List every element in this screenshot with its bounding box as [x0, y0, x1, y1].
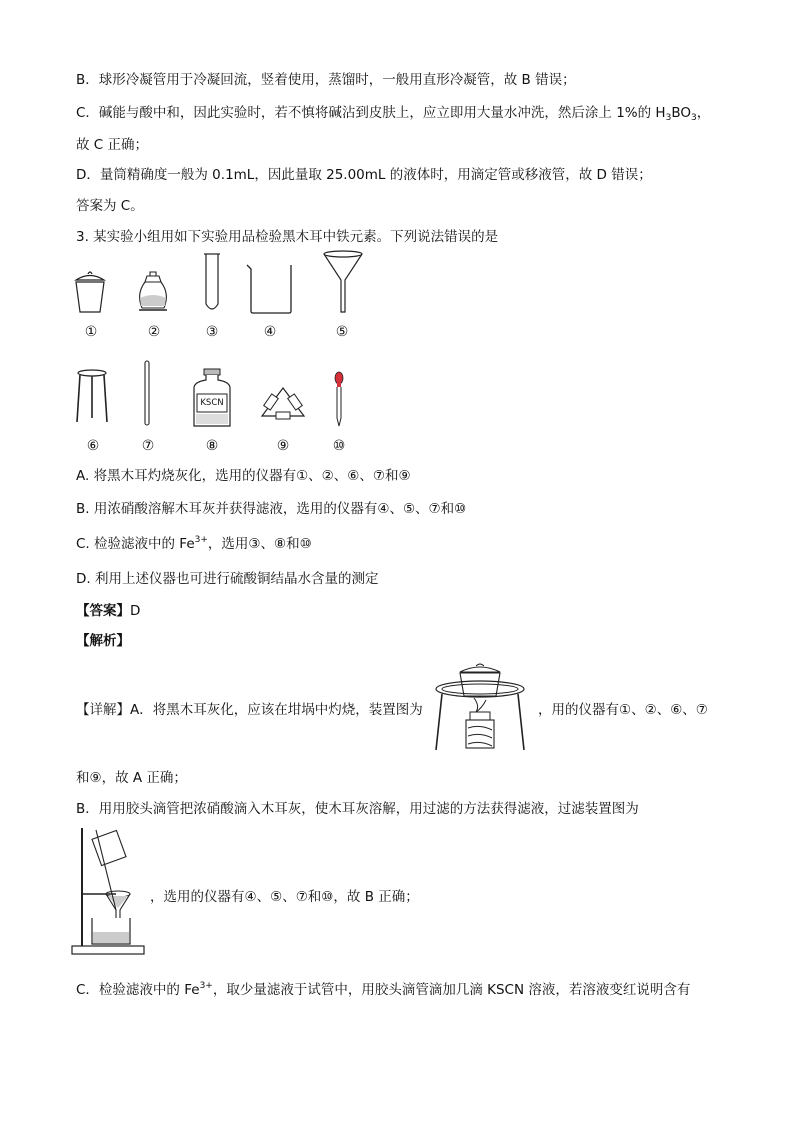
dropper-icon	[333, 372, 345, 428]
option-a: A. 将黑木耳灼烧灰化，选用的仪器有①、②、⑥、⑦和⑨	[76, 468, 411, 484]
c-line1-sub2: 3	[690, 113, 697, 123]
crucible-icon	[72, 268, 108, 314]
detail-c-post: ，取少量滤液于试管中，用胶头滴管滴加几滴 KSCN 溶液，若溶液变红说明含有	[212, 982, 691, 998]
option-c-sup: 3+	[194, 535, 208, 545]
apparatus-number-2: ②	[147, 324, 161, 340]
option-b-explanation: B．球形冷凝管用于冷凝回流，竖着使用，蒸馏时，一般用直形冷凝管，故 B 错误；	[76, 72, 576, 88]
test-tube-icon	[203, 252, 221, 314]
option-c	[76, 532, 312, 552]
c-line1-b: BO	[671, 105, 691, 121]
option-c-post: ，选用③、⑧和⑩	[207, 536, 312, 552]
option-d-explanation: D．量筒精确度一般为 0.1mL，因此量取 25.00mL 的液体时，用滴定管或移液管，故 D 错误；	[76, 167, 652, 183]
detail-a-line2: 和⑨，故 A 正确；	[76, 770, 187, 786]
apparatus-number-10: ⑩	[332, 438, 346, 454]
apparatus-number-9: ⑨	[276, 438, 290, 454]
clay-triangle-icon	[260, 386, 306, 420]
question-3-stem: 3. 某实验小组用如下实验用品检验黑木耳中铁元素。下列说法错误的是	[76, 229, 499, 245]
apparatus-number-1: ①	[84, 324, 98, 340]
apparatus-number-5: ⑤	[335, 324, 349, 340]
option-b: B. 用浓硝酸溶解木耳灰并获得滤液，选用的仪器有④、⑤、⑦和⑩	[76, 501, 467, 517]
detail-c-pre: C．检验滤液中的 Fe	[76, 982, 200, 998]
detail-c-sup: 3+	[199, 981, 213, 991]
c-line1-sub: 3	[665, 113, 672, 123]
apparatus-number-7: ⑦	[141, 438, 155, 454]
tripod-icon	[76, 368, 108, 424]
option-d: D. 利用上述仪器也可进行硫酸铜结晶水含量的测定	[76, 571, 379, 587]
answer-line	[76, 599, 140, 619]
detail-c-line	[76, 978, 690, 998]
analysis-label: 【解析】	[76, 633, 130, 649]
apparatus-number-3: ③	[205, 324, 219, 340]
funnel-icon	[322, 250, 364, 314]
alcohol-lamp-icon	[134, 268, 172, 314]
filtration-apparatus-figure	[68, 824, 148, 956]
answer-value: D	[130, 603, 141, 619]
glass-rod-icon	[143, 360, 151, 426]
apparatus-number-4: ④	[263, 324, 277, 340]
c-line1-text: C．碱能与酸中和，因此实验时，若不慎将碱沾到皮肤上，应立即用大量水冲洗，然后涂上 1%的 H	[76, 105, 666, 121]
detail-b-line1: B．用用胶头滴管把浓硝酸滴入木耳灰，使木耳灰溶解，用过滤的方法获得滤液，过滤装置图为	[76, 801, 639, 817]
option-c-pre: C. 检验滤液中的 Fe	[76, 536, 195, 552]
detail-a-post: ，用的仪器有①、②、⑥、⑦	[538, 702, 708, 718]
kscn-label: KSCN	[200, 398, 224, 408]
c-line1-end: ，	[696, 105, 711, 121]
beaker-icon	[245, 263, 295, 315]
ashing-apparatus-figure	[430, 656, 530, 754]
apparatus-number-6: ⑥	[86, 438, 100, 454]
answer-label: 【答案】	[76, 603, 130, 619]
option-c-explanation-line2: 故 C 正确；	[76, 137, 149, 153]
detail-a-text: 【详解】A．将黑木耳灰化，应该在坩埚中灼烧，装置图为	[76, 702, 423, 718]
apparatus-number-8: ⑧	[205, 438, 219, 454]
detail-b-post: ，选用的仪器有④、⑤、⑦和⑩，故 B 正确；	[150, 889, 419, 905]
answer-summary: 答案为 C。	[76, 198, 144, 214]
option-c-explanation-line1	[76, 101, 710, 123]
